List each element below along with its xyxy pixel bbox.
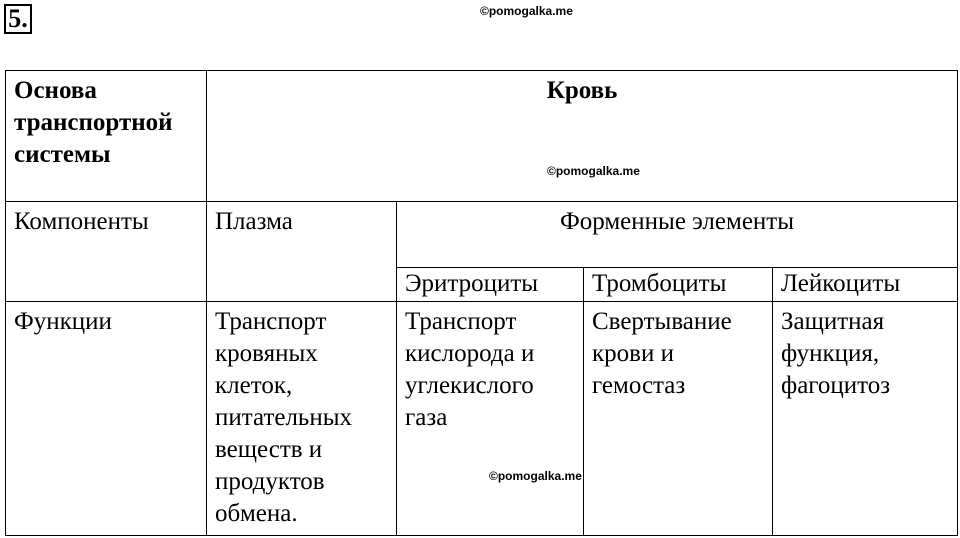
thrombocytes-function: Свертывание крови и гемостаз [592, 308, 732, 399]
plasma-function-cell [207, 302, 397, 536]
erythrocytes-function-cell [397, 302, 584, 536]
erythrocytes-label: Эритроциты [405, 270, 539, 297]
header-title-cell [207, 71, 958, 202]
plasma-label: Плазма [215, 208, 293, 235]
header-title: Кровь [546, 77, 618, 104]
watermark-middle: ©pomogalka.me [547, 164, 640, 178]
formed-elements-label: Форменные элементы [559, 208, 795, 235]
formed-elements-cell [397, 202, 958, 268]
watermark-top: ©pomogalka.me [480, 4, 573, 18]
leukocytes-function: Защитная функция, фагоцитоз [781, 308, 891, 399]
erythrocytes-cell [397, 268, 584, 302]
blood-transport-table [5, 70, 958, 536]
erythrocytes-function: Транспорт кислорода и углекислого газа [405, 308, 535, 431]
leukocytes-cell [773, 268, 958, 302]
components-label-cell [6, 202, 207, 302]
plasma-function: Транспорт кровяных клеток, питательных веществ и продуктов обмена. [215, 308, 353, 527]
leukocytes-function-cell [773, 302, 958, 536]
thrombocytes-label: Тромбоциты [592, 270, 727, 297]
plasma-cell [207, 202, 397, 302]
thrombocytes-function-cell [584, 302, 773, 536]
header-label-cell [6, 71, 207, 202]
header-label: Основа транспортной системы [14, 77, 173, 168]
functions-label: Функции [14, 308, 112, 335]
watermark-bottom: ©pomogalka.me [489, 469, 582, 483]
functions-label-cell [6, 302, 207, 536]
thrombocytes-cell [584, 268, 773, 302]
components-label: Компоненты [14, 208, 149, 235]
task-number: 5. [4, 4, 32, 34]
leukocytes-label: Лейкоциты [781, 270, 901, 297]
